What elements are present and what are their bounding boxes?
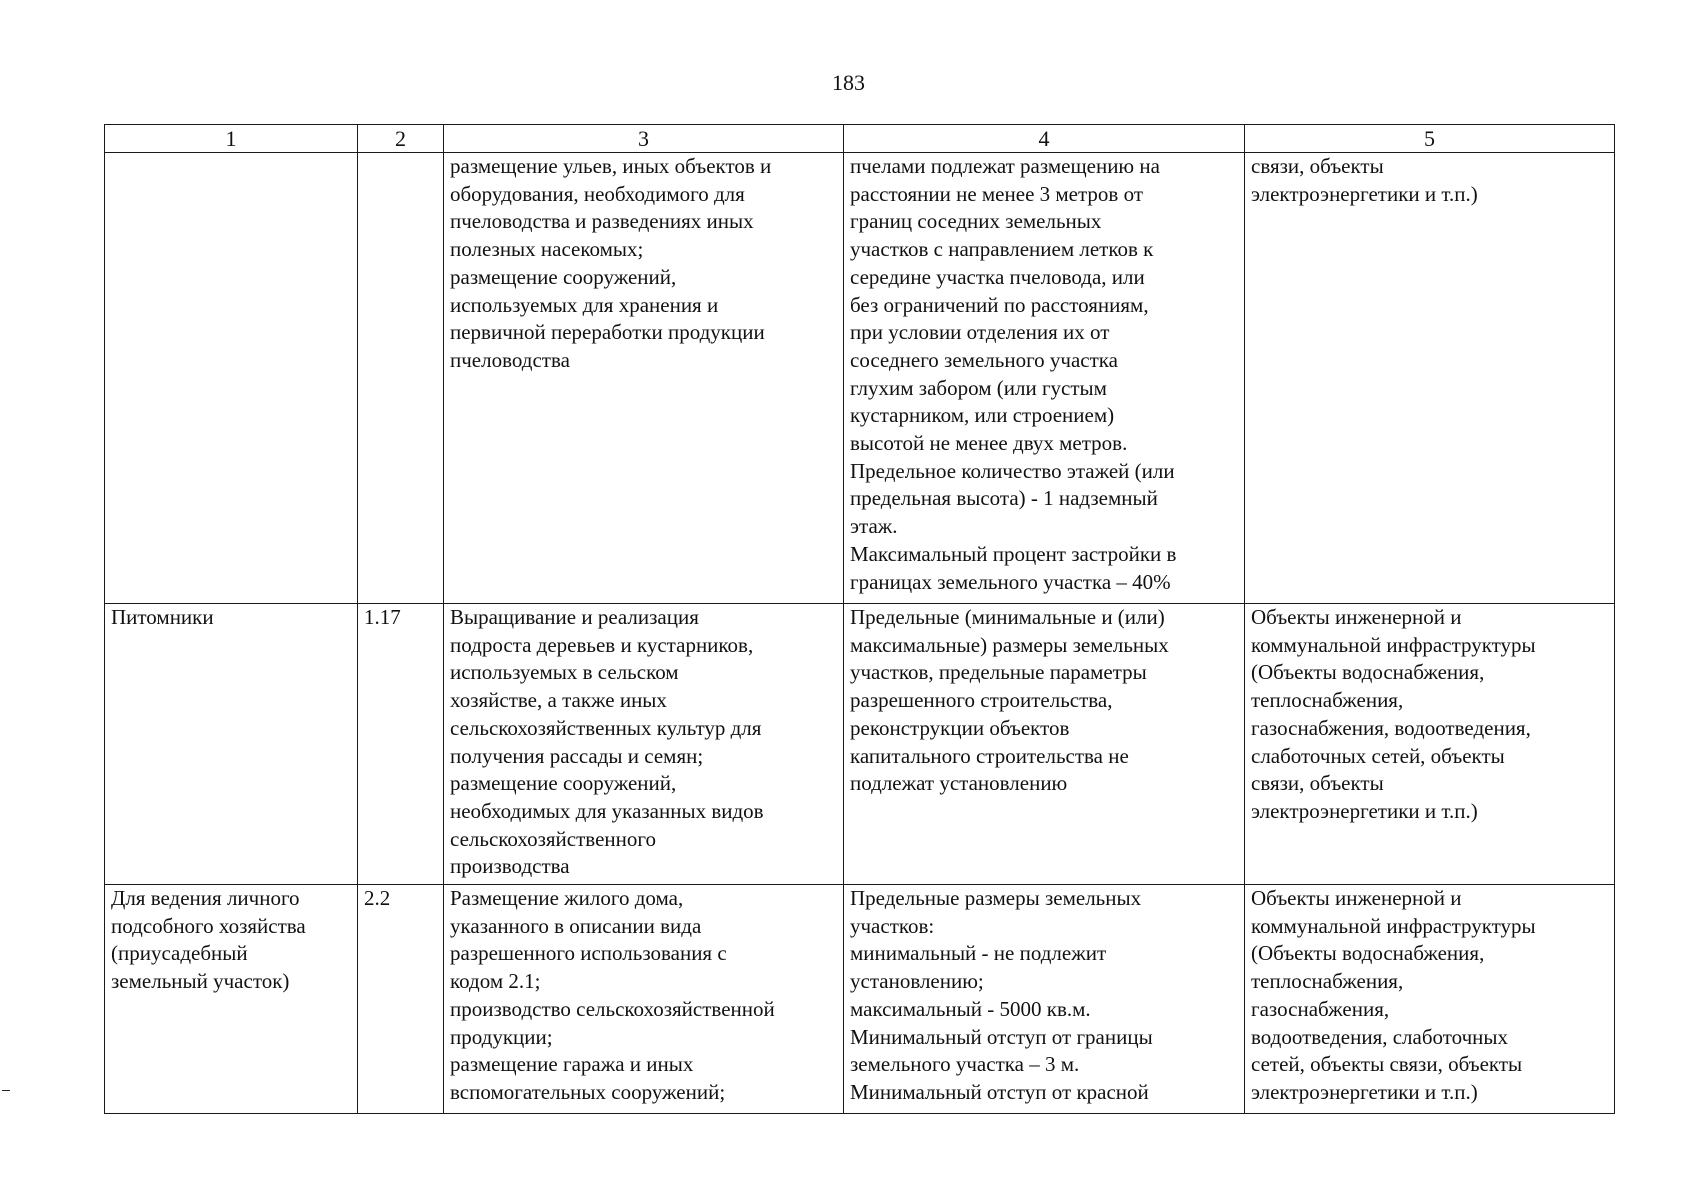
- cell-text-line: Предельные (минимальные и (или): [850, 605, 1165, 629]
- auxiliary-uses-cell: [1245, 604, 1615, 885]
- cell-text-line: Питомники: [111, 605, 214, 629]
- parameters-cell: [844, 604, 1245, 885]
- cell-text-line: электроэнергетики и т.п.): [1251, 798, 1478, 823]
- cell-text-line: размещение гаража и иных: [450, 1052, 694, 1077]
- cell-text-line: участков, предельные параметры: [850, 660, 1147, 685]
- cell-text-line: связи, объекты: [1251, 154, 1384, 178]
- parameters-cell: [844, 153, 1245, 604]
- cell-text-line: продукции;: [450, 1024, 553, 1049]
- cell-text-line: водоотведения, слаботочных: [1251, 1024, 1509, 1049]
- cell-text-line: оборудования, необходимого для: [450, 181, 745, 206]
- cell-text-line: предельная высота) - 1 надземный: [850, 486, 1158, 511]
- cell-text-line: Размещение жилого дома,: [450, 886, 684, 910]
- cell-text-line: этаж.: [850, 514, 898, 539]
- cell-text-line: соседнего земельного участка: [850, 347, 1118, 372]
- cell-text-line: сельскохозяйственных культур для: [450, 715, 762, 740]
- parameters-cell: [844, 885, 1245, 1114]
- cell-text-line: слаботочных сетей, объекты: [1251, 743, 1505, 768]
- cell-text-line: подлежат установлению: [850, 771, 1068, 796]
- use-code-cell: 1.17: [358, 604, 444, 885]
- cell-text-line: (Объекты водоснабжения,: [1251, 660, 1485, 685]
- cell-text-line: производство сельскохозяйственной: [450, 996, 775, 1021]
- header-column-3: 3: [444, 125, 844, 153]
- auxiliary-uses-cell: [1245, 153, 1615, 604]
- cell-text-line: теплоснабжения,: [1251, 688, 1404, 713]
- cell-text-line: подсобного хозяйства: [111, 913, 306, 938]
- cell-text-line: разрешенного использования с: [450, 941, 727, 966]
- cell-text-line: участков:: [850, 913, 935, 938]
- use-name-cell: [105, 604, 358, 885]
- cell-text-line: хозяйстве, а также иных: [450, 688, 667, 713]
- cell-text-line: кодом 2.1;: [450, 969, 541, 994]
- cell-text-line: максимальные) размеры земельных: [850, 632, 1169, 657]
- cell-text-line: размещение ульев, иных объектов и: [450, 154, 772, 178]
- cell-text-line: земельный участок): [111, 969, 290, 994]
- use-name-cell: [105, 885, 358, 1114]
- cell-text-line: пчелами подлежат размещению на: [850, 154, 1160, 178]
- cell-text-line: Выращивание и реализация: [450, 605, 699, 629]
- cell-text-line: Предельное количество этажей (или: [850, 458, 1175, 483]
- cell-text-line: используемых в сельском: [450, 660, 679, 685]
- use-code-cell: 2.2: [358, 885, 444, 1114]
- cell-text-line: участков с направлением летков к: [850, 237, 1154, 262]
- cell-text-line: максимальный - 5000 кв.м.: [850, 996, 1091, 1021]
- cell-text-line: газоснабжения,: [1251, 996, 1390, 1021]
- table-row: [105, 604, 1615, 885]
- cell-text-line: границах земельного участка – 40%: [850, 569, 1171, 594]
- auxiliary-uses-cell: [1245, 885, 1615, 1114]
- cell-text-line: вспомогательных сооружений;: [450, 1079, 726, 1104]
- cell-text-line: Объекты инженерной и: [1251, 886, 1462, 910]
- header-column-4: 4: [844, 125, 1245, 153]
- cell-text-line: минимальный - не подлежит: [850, 941, 1107, 966]
- cell-text-line: электроэнергетики и т.п.): [1251, 1079, 1478, 1104]
- use-description-cell: [444, 604, 844, 885]
- cell-text-line: (Объекты водоснабжения,: [1251, 941, 1485, 966]
- cell-text-line: границ соседних земельных: [850, 209, 1102, 234]
- cell-text-line: Для ведения личного: [111, 886, 300, 910]
- cell-text-line: подроста деревьев и кустарников,: [450, 632, 754, 657]
- cell-text-line: кустарником, или строением): [850, 403, 1115, 428]
- cell-text-line: связи, объекты: [1251, 771, 1384, 796]
- cell-text-line: размещение сооружений,: [450, 771, 677, 796]
- cell-text-line: пчеловодства: [450, 347, 570, 372]
- margin-dash-mark: [2, 1090, 10, 1091]
- cell-text-line: середине участка пчеловода, или: [850, 264, 1145, 289]
- cell-text-line: теплоснабжения,: [1251, 969, 1404, 994]
- cell-text-line: Минимальный отступ от границы: [850, 1024, 1153, 1049]
- cell-text-line: используемых для хранения и: [450, 292, 719, 317]
- cell-text-line: первичной переработки продукции: [450, 320, 765, 345]
- cell-text-line: указанного в описании вида: [450, 913, 702, 938]
- cell-text-line: глухим забором (или густым: [850, 375, 1107, 400]
- cell-text-line: размещение сооружений,: [450, 264, 677, 289]
- cell-text-line: Минимальный отступ от красной: [850, 1079, 1149, 1104]
- cell-text-line: полезных насекомых;: [450, 237, 644, 262]
- cell-text-line: сетей, объекты связи, объекты: [1251, 1052, 1523, 1077]
- cell-text-line: установлению;: [850, 969, 984, 994]
- cell-text-line: расстоянии не менее 3 метров от: [850, 181, 1143, 206]
- cell-text-line: Предельные размеры земельных: [850, 886, 1142, 910]
- cell-text-line: Максимальный процент застройки в: [850, 541, 1177, 566]
- table-row: [105, 153, 1615, 604]
- page-number: 183: [832, 70, 865, 95]
- header-column-1: 1: [105, 125, 358, 153]
- cell-text-line: сельскохозяйственного: [450, 826, 656, 851]
- cell-text-line: разрешенного строительства,: [850, 688, 1113, 713]
- cell-text-line: электроэнергетики и т.п.): [1251, 181, 1478, 206]
- cell-text-line: получения рассады и семян;: [450, 743, 704, 768]
- header-column-2: 2: [358, 125, 444, 153]
- cell-text-line: (приусадебный: [111, 941, 248, 966]
- cell-text-line: газоснабжения, водоотведения,: [1251, 715, 1531, 740]
- header-column-5: 5: [1245, 125, 1615, 153]
- cell-text-line: необходимых для указанных видов: [450, 798, 764, 823]
- cell-text-line: без ограничений по расстояниям,: [850, 292, 1149, 317]
- cell-text-line: коммунальной инфраструктуры: [1251, 632, 1536, 657]
- cell-text-line: Объекты инженерной и: [1251, 605, 1462, 629]
- table-header-row: [105, 125, 1615, 153]
- use-description-cell: [444, 885, 844, 1114]
- cell-text-line: пчеловодства и разведениях иных: [450, 209, 754, 234]
- cell-text-line: высотой не менее двух метров.: [850, 431, 1128, 456]
- use-code-cell: [358, 153, 444, 604]
- cell-text-line: производства: [450, 854, 570, 879]
- table-row: [105, 885, 1615, 1114]
- use-description-cell: [444, 153, 844, 604]
- cell-text-line: при условии отделения их от: [850, 320, 1110, 345]
- cell-text-line: капитального строительства не: [850, 743, 1129, 768]
- cell-text-line: земельного участка – 3 м.: [850, 1052, 1080, 1077]
- cell-text-line: реконструкции объектов: [850, 715, 1070, 740]
- zoning-table: [104, 124, 1615, 1114]
- cell-text-line: коммунальной инфраструктуры: [1251, 913, 1536, 938]
- use-name-cell: [105, 153, 358, 604]
